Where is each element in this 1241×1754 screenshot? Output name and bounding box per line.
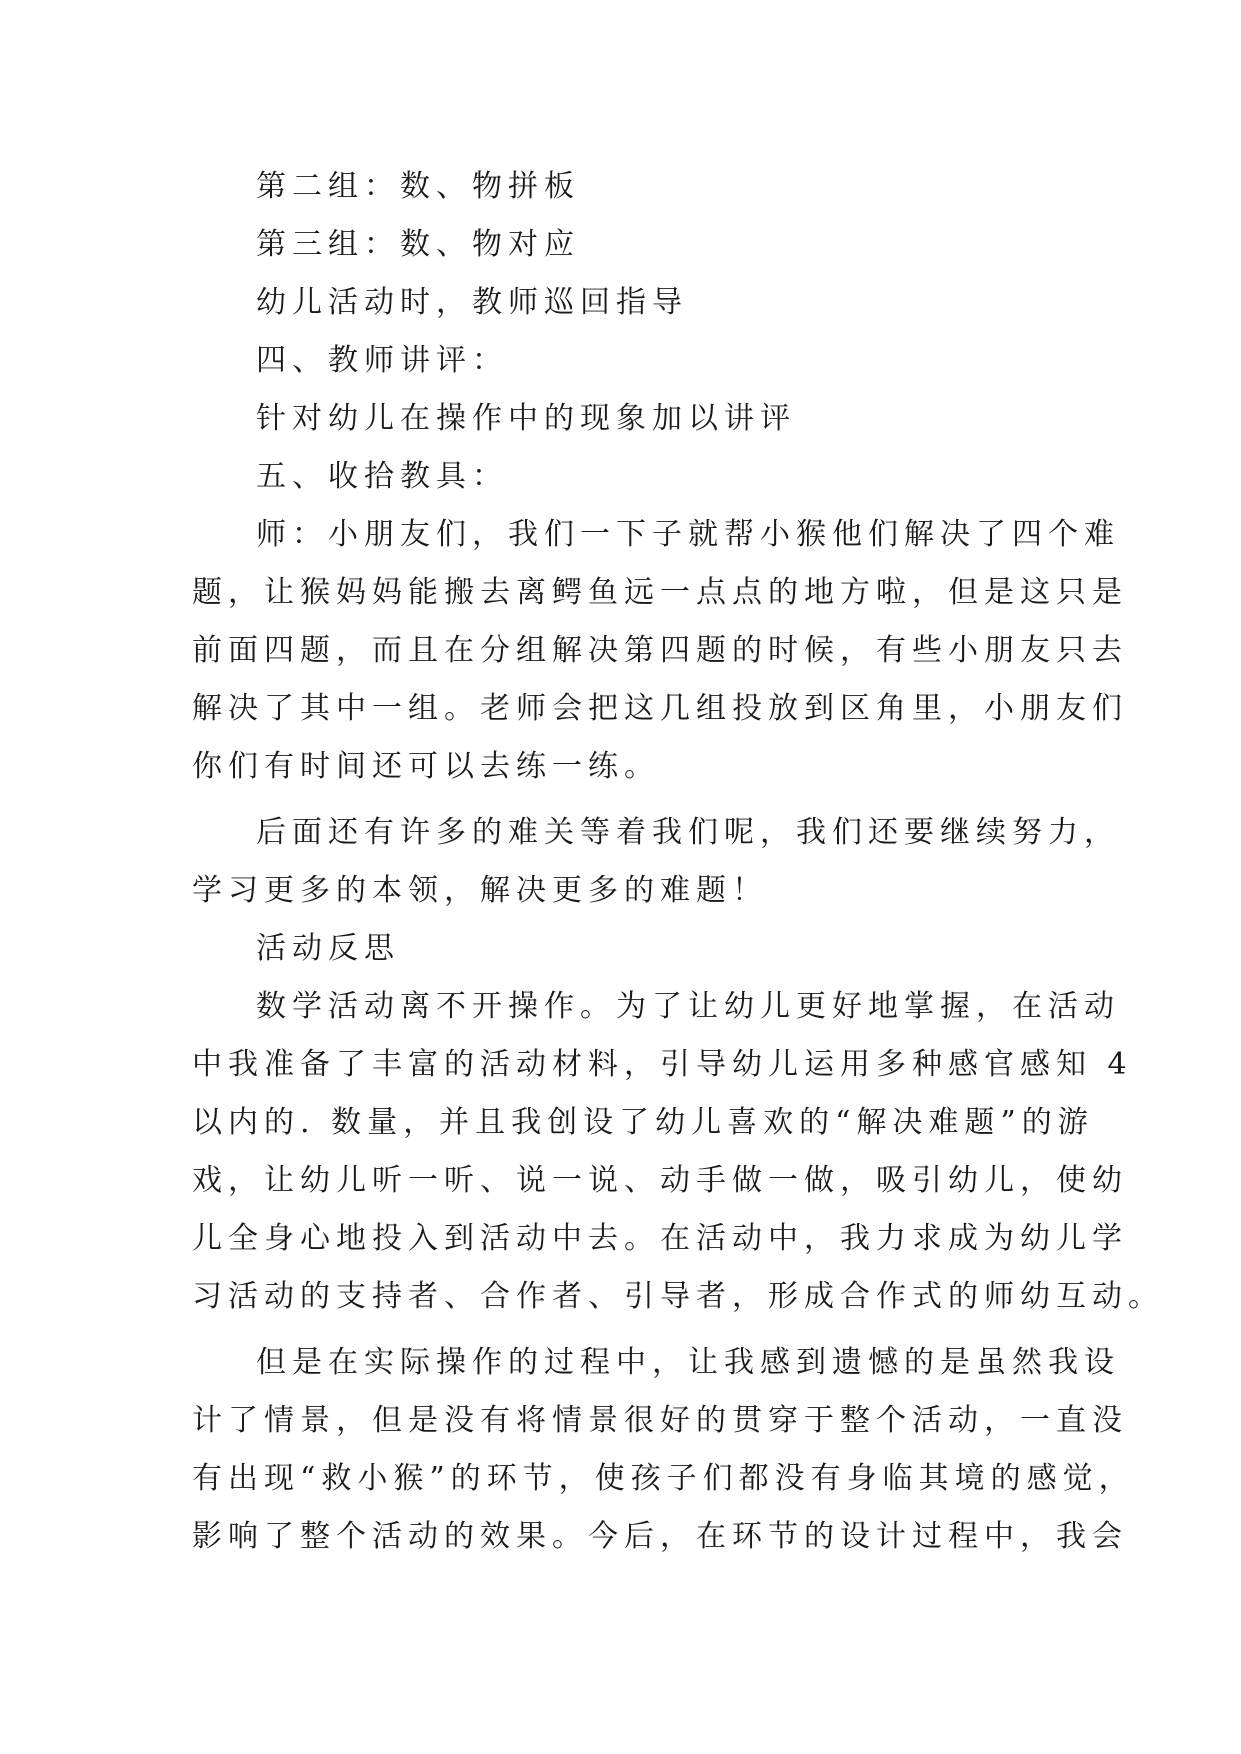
text-line: 习活动的支持者、合作者、引导者，形成合作式的师幼互动。 <box>192 1279 1164 1314</box>
text-line: 五、收拾教具： <box>256 459 508 494</box>
paragraph-start-line: 师：小朋友们，我们一下子就帮小猴他们解决了四个难 <box>256 517 1120 552</box>
text-line: 你们有时间还可以去练一练。 <box>192 749 660 784</box>
text-line: 针对幼儿在操作中的现象加以讲评 <box>256 401 796 436</box>
paragraph-start-line: 后面还有许多的难关等着我们呢，我们还要继续努力， <box>256 815 1120 850</box>
text-line: 四、教师讲评： <box>256 343 508 378</box>
text-line: 儿全身心地投入到活动中去。在活动中，我力求成为幼儿学 <box>192 1221 1128 1256</box>
document-body <box>192 158 1164 1566</box>
text-line: 解决了其中一组。老师会把这几组投放到区角里，小朋友们 <box>192 691 1128 726</box>
text-line: 学习更多的本领，解决更多的难题！ <box>192 873 768 908</box>
text-line: 第二组：数、物拼板 <box>256 169 580 204</box>
paragraph-start-line: 数学活动离不开操作。为了让幼儿更好地掌握，在活动 <box>256 989 1120 1024</box>
text-line: 计了情景，但是没有将情景很好的贯穿于整个活动，一直没 <box>192 1403 1128 1438</box>
section-heading: 活动反思 <box>256 931 400 966</box>
text-line: 以内的. 数量，并且我创设了幼儿喜欢的“解决难题”的游 <box>192 1105 1094 1140</box>
text-line: 影响了整个活动的效果。今后，在环节的设计过程中，我会 <box>192 1519 1128 1554</box>
text-line: 题，让猴妈妈能搬去离鳄鱼远一点点的地方啦，但是这只是 <box>192 575 1128 610</box>
text-line: 前面四题，而且在分组解决第四题的时候，有些小朋友只去 <box>192 633 1128 668</box>
text-line: 幼儿活动时，教师巡回指导 <box>256 285 688 320</box>
text-line: 第三组：数、物对应 <box>256 227 580 262</box>
text-line: 中我准备了丰富的活动材料，引导幼儿运用多种感官感知 4 <box>192 1047 1133 1082</box>
text-line: 戏，让幼儿听一听、说一说、动手做一做，吸引幼儿，使幼 <box>192 1163 1128 1198</box>
text-line: 有出现“救小猴”的环节，使孩子们都没有身临其境的感觉， <box>192 1461 1135 1496</box>
paragraph-start-line: 但是在实际操作的过程中，让我感到遗憾的是虽然我设 <box>256 1345 1120 1380</box>
